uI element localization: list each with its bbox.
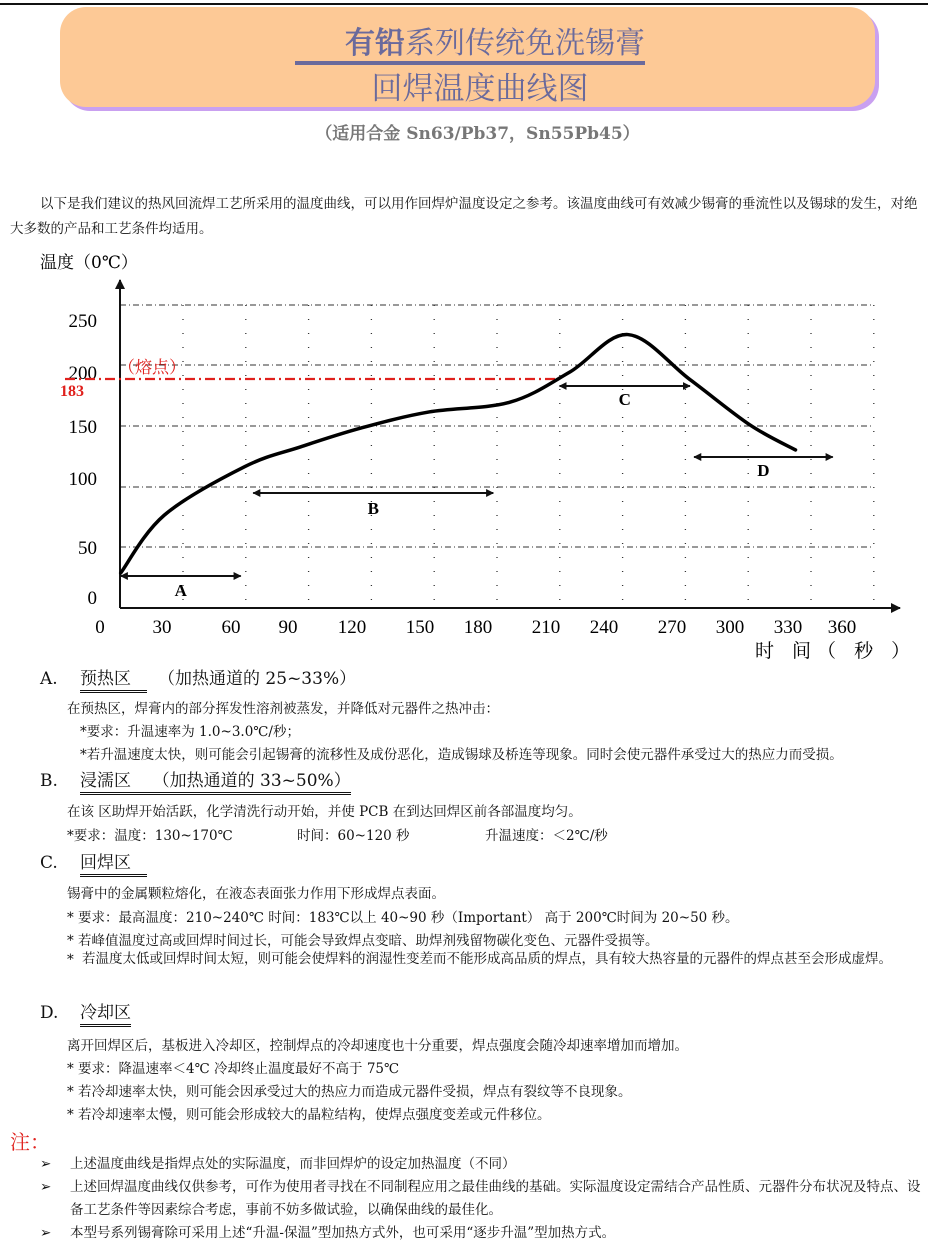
- page-title-line2: 回焊温度曲线图: [371, 71, 589, 107]
- section-req: 时间：60~120 秒: [297, 828, 410, 844]
- note-item: ➢ 本型号系列锡膏除可采用上述“升温-保温”型加热方式外，也可采用“逐步升温”型加热方式。: [40, 1222, 925, 1245]
- section-letter: B.: [40, 771, 58, 791]
- x-tick-label: 180: [463, 617, 493, 638]
- melting-point-value: 183: [60, 383, 84, 400]
- y-tick-label: 0: [87, 588, 97, 609]
- section-text: *若升温速度太快，则可能会引起锡膏的流移性及成份恶化，造成锡球及桥连等现象。同时会使元器件承受过大的热应力而受损。: [80, 747, 843, 763]
- temperature-curve: [121, 335, 796, 573]
- x-tick-label: 60: [221, 617, 241, 638]
- section-text: 离开回焊区后，基板进入冷却区，控制焊点的冷却速度也十分重要，焊点强度会随冷却速率增加而增加。: [67, 1038, 688, 1054]
- section-text: * 若冷却速率太慢，则可能会形成较大的晶粒结构，使焊点强度变差或元件移位。: [67, 1107, 551, 1123]
- section-text: * 要求：最高温度：210~240℃ 时间：183℃以上 40~90 秒（Important） 高于 200℃时间为 20~50 秒。: [67, 910, 739, 926]
- section-letter: D.: [40, 1003, 59, 1023]
- zone-label-a: A: [174, 581, 187, 600]
- x-tick-label: 240: [589, 617, 619, 638]
- arrow-bullet-icon: ➢: [40, 1156, 52, 1172]
- y-tick-label: 100: [68, 469, 97, 490]
- y-tick-label: 50: [78, 538, 97, 559]
- x-tick-label: 270: [657, 617, 687, 638]
- section-b-heading: [40, 766, 351, 791]
- section-note: （加热通道的 25~33%）: [158, 669, 357, 689]
- section-text: * 若冷却速率太快，则可能会因承受过大的热应力而造成元器件受损，焊点有裂纹等不良现象。: [67, 1084, 632, 1100]
- title-bold: 有铅: [345, 26, 405, 61]
- notes-title: 注：: [10, 1130, 50, 1154]
- y-tick-label: 200: [68, 363, 97, 384]
- x-tick-label: 210: [531, 617, 561, 638]
- section-letter: C.: [40, 853, 58, 873]
- section-c-heading: [40, 848, 147, 873]
- section-title: 预热区: [80, 669, 147, 693]
- bullet-star: *: [67, 952, 74, 968]
- x-tick-label: 90: [278, 617, 298, 638]
- zone-label-c: C: [618, 390, 631, 409]
- section-text: * 要求：降温速率＜4℃ 冷却终止温度最好不高于 75℃: [67, 1061, 400, 1077]
- arrow-bullet-icon: ➢: [40, 1179, 52, 1195]
- title-rest: 系列传统免洗锡膏: [405, 26, 645, 61]
- section-req: 升温速度：＜2℃/秒: [485, 828, 608, 844]
- x-tick-label: 120: [337, 617, 367, 638]
- x-axis-label: 时 间（ 秒 ）: [755, 640, 917, 662]
- y-tick-label: 250: [68, 311, 97, 332]
- melting-point-label: （熔点）: [118, 358, 186, 378]
- note-item: ➢ 上述回焊温度曲线仅供参考，可作为使用者寻找在不同制程应用之最佳曲线的基础。实际温度设定需结合产品性质、元器件分布状况及特点、设备工艺条件等因素综合考虑，事前不妨多做试验，以确保曲线的最佳化。: [40, 1176, 925, 1222]
- x-tick-label: 360: [827, 617, 857, 638]
- y-tick-label: 150: [68, 417, 97, 438]
- note-item: ➢ 上述温度曲线是指焊点处的实际温度，而非回焊炉的设定加热温度（不同）: [40, 1153, 925, 1176]
- section-text: 在该 区助焊开始活跃，化学清洗行动开始，并使 PCB 在到达回焊区前各部温度均匀。: [67, 804, 582, 820]
- section-req: *要求：温度：130~170℃: [67, 828, 233, 844]
- section-text: 锡膏中的金属颗粒熔化，在液态表面张力作用下形成焊点表面。: [67, 886, 445, 902]
- x-tick-label: 330: [773, 617, 803, 638]
- x-tick-label: 30: [152, 617, 172, 638]
- arrow-bullet-icon: ➢: [40, 1225, 52, 1241]
- section-text: 若温度太低或回焊时间太短，则可能会使焊料的润湿性变差而不能形成高品质的焊点，具有较大热容量的元器件的焊点甚至会形成虚焊。: [82, 951, 892, 967]
- x-tick-label: 300: [715, 617, 745, 638]
- section-title: 回焊区: [80, 853, 147, 877]
- zone-label-d: D: [757, 461, 770, 480]
- section-title: 浸濡区 （加热通道的 33~50%）: [80, 771, 351, 795]
- y-axis-label: 温度（0℃）: [40, 253, 138, 273]
- x-tick-label: 0: [95, 617, 105, 638]
- section-a-heading: [40, 664, 356, 689]
- section-text: 在预热区，焊膏内的部分挥发性溶剂被蒸发，并降低对元器件之热冲击：: [67, 701, 499, 717]
- zone-label-b: B: [367, 499, 379, 518]
- section-letter: A.: [40, 669, 58, 689]
- subtitle: （适用合金 Sn63/Pb37，Sn55Pb45）: [315, 124, 640, 144]
- section-text: *要求：升温速率为 1.0~3.0℃/秒；: [80, 724, 300, 740]
- section-text: * 若峰值温度过高或回焊时间过长，可能会导致焊点变暗、助焊剂残留物碳化变色、元器件受损等。: [67, 933, 659, 949]
- section-title: 冷却区: [80, 1003, 131, 1027]
- section-d-heading: [40, 998, 131, 1023]
- intro-paragraph: 以下是我们建议的热风回流焊工艺所采用的温度曲线，可以用作回焊炉温度设定之参考。该温度曲线可有效减少锡膏的垂流性以及锡球的发生，对绝大多数的产品和工艺条件均适用。: [10, 196, 918, 237]
- x-tick-label: 150: [405, 617, 435, 638]
